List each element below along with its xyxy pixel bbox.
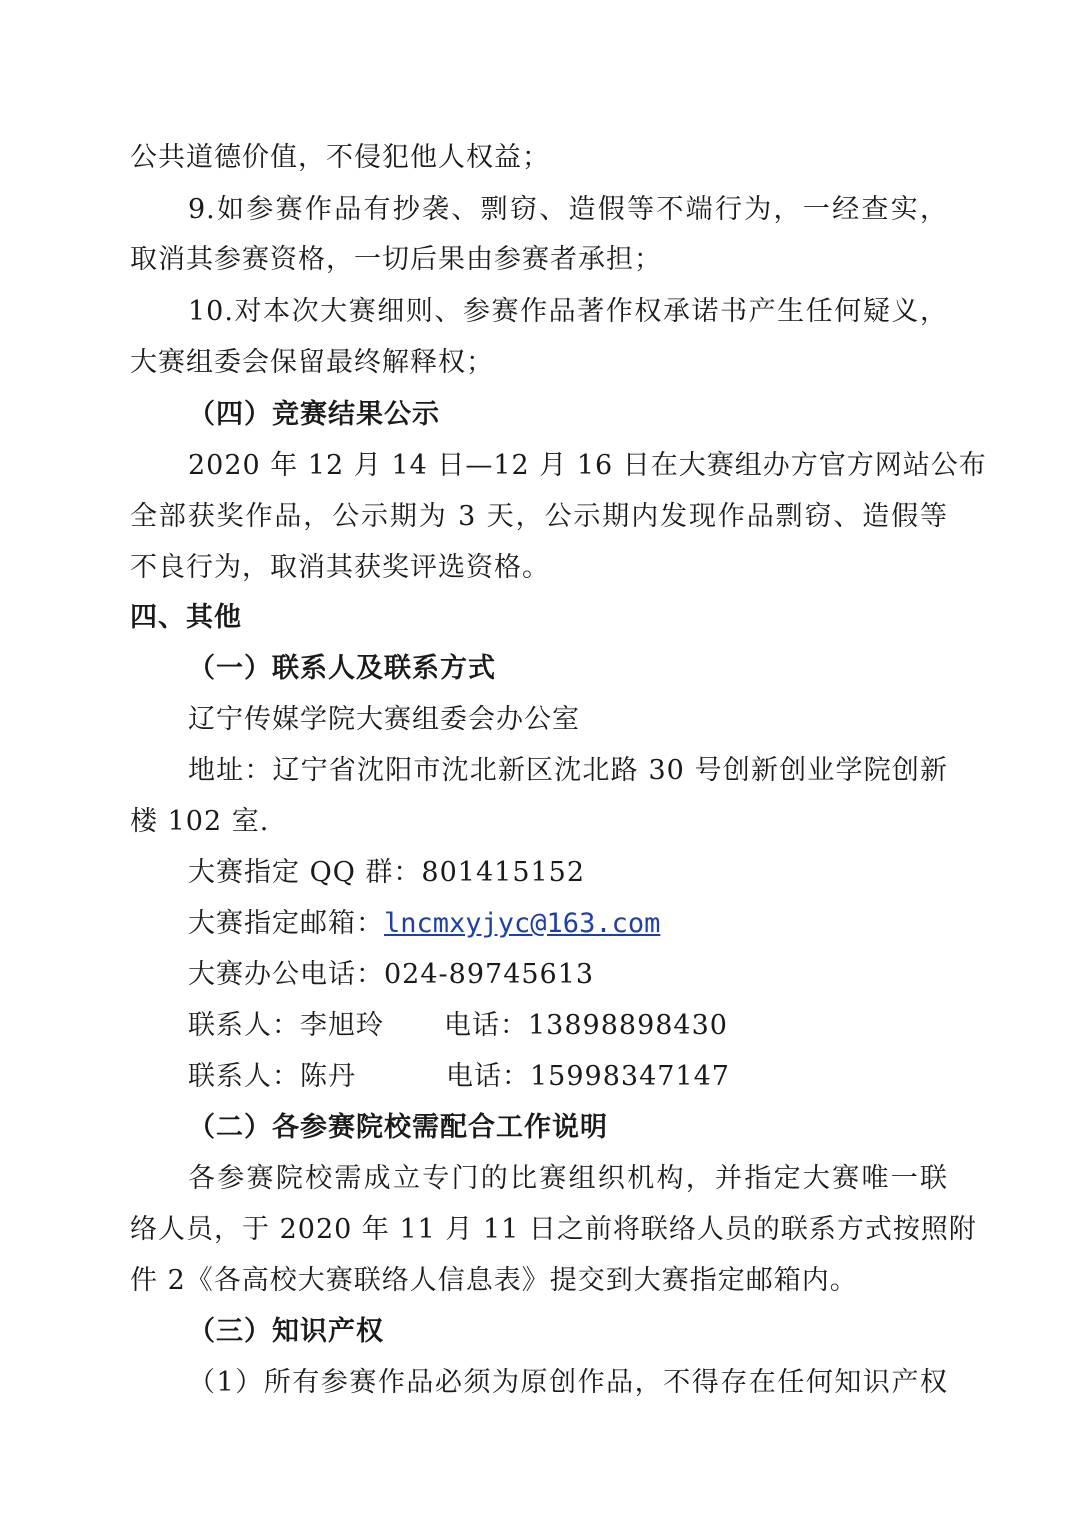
paragraph-line: 取消其参赛资格，一切后果由参赛者承担； [130,244,662,275]
contact-person-phone: 电话：15998347147 [446,1061,730,1092]
subsection-heading-ip: （三）知识产权 [188,1316,384,1347]
paragraph-line: 不良行为，取消其获奖评选资格。 [130,552,550,583]
qq-group: 大赛指定 QQ 群：801415152 [188,857,586,888]
paragraph-line: 件 2《各高校大赛联络人信息表》提交到大赛指定邮箱内。 [130,1265,858,1296]
paragraph-line: （1）所有参赛作品必须为原创作品，不得存在任何知识产权 [188,1367,948,1398]
email-label: 大赛指定邮箱： [188,908,384,939]
contact-person-name: 联系人：陈丹 [188,1061,356,1092]
rule-item-9: 9.如参赛作品有抄袭、剽窃、造假等不端行为，一经查实， [188,194,948,225]
address-line: 楼 102 室. [130,806,270,837]
email-link[interactable]: lncmxyjyc@163.com [384,908,661,939]
subsection-heading-cooperation: （二）各参赛院校需配合工作说明 [188,1112,608,1143]
contact-person-row [188,1006,1018,1046]
rule-item-10: 10.对本次大赛细则、参赛作品著作权承诺书产生任何疑义， [188,296,948,327]
section-heading-other: 四、其他 [130,602,242,633]
office-name: 辽宁传媒学院大赛组委会办公室 [188,704,580,735]
contact-person-phone: 电话：13898898430 [444,1010,728,1041]
office-phone: 大赛办公电话：024-89745613 [188,959,595,990]
contact-person-row [188,1057,1018,1097]
address-line: 地址：辽宁省沈阳市沈北新区沈北路 30 号创新创业学院创新 [188,755,948,786]
paragraph-line: 2020 年 12 月 14 日—12 月 16 日在大赛组办方官方网站公布 [188,450,987,481]
contact-person-name: 联系人：李旭玲 [188,1010,384,1041]
paragraph-line: 大赛组委会保留最终解释权； [130,347,494,378]
subsection-heading-results: （四）竞赛结果公示 [188,399,440,430]
subsection-heading-contact: （一）联系人及联系方式 [188,653,496,684]
paragraph-line: 各参赛院校需成立专门的比赛组织机构，并指定大赛唯一联 [188,1163,948,1194]
paragraph-line: 公共道德价值，不侵犯他人权益； [130,142,550,173]
paragraph-line: 全部获奖作品，公示期为 3 天，公示期内发现作品剽窃、造假等 [130,501,948,532]
paragraph-line: 络人员，于 2020 年 11 月 11 日之前将联络人员的联系方式按照附 [130,1214,977,1245]
email-line [188,904,1018,944]
